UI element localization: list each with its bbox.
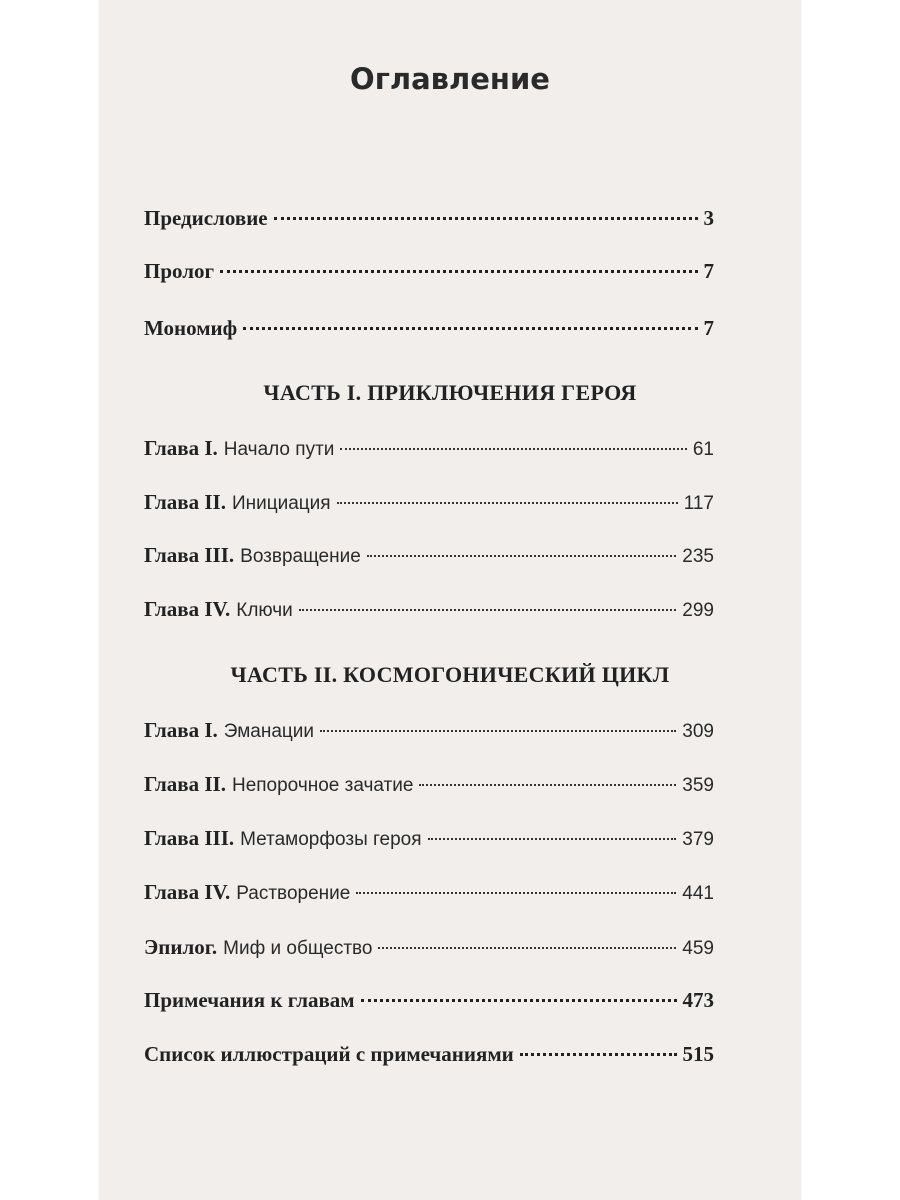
toc-entry-part2-ch4[interactable] bbox=[144, 880, 714, 905]
page-number: 459 bbox=[682, 938, 714, 959]
toc-entry-monomyth[interactable] bbox=[144, 316, 714, 341]
toc-entry-illustrations[interactable] bbox=[144, 1042, 714, 1067]
page-number: 359 bbox=[682, 775, 714, 796]
page-number: 7 bbox=[703, 259, 714, 283]
page-number: 473 bbox=[682, 988, 714, 1012]
chapter-title: Эманации bbox=[223, 721, 315, 742]
toc-entry-part1-ch2[interactable] bbox=[144, 490, 714, 515]
dot-leader bbox=[361, 999, 677, 1002]
chapter-title: Ключи bbox=[236, 600, 293, 621]
page-number: 117 bbox=[683, 493, 714, 514]
page-number: 3 bbox=[703, 206, 714, 230]
page-number: 299 bbox=[682, 600, 714, 621]
entry-title: Список иллюстраций с примечаниями bbox=[144, 1042, 514, 1066]
dot-leader bbox=[320, 730, 676, 732]
chapter-title: Метаморфозы героя bbox=[240, 829, 422, 850]
entry-title: Пролог bbox=[144, 259, 215, 283]
toc-entry-epilogue[interactable] bbox=[144, 935, 714, 960]
dot-leader bbox=[356, 892, 676, 894]
chapter-label: Глава IV. bbox=[144, 597, 231, 621]
chapter-label: Глава III. bbox=[144, 826, 235, 850]
page-number: 379 bbox=[682, 829, 714, 850]
dot-leader bbox=[520, 1053, 677, 1056]
entry-title: Предисловие bbox=[144, 206, 268, 230]
chapter-title: Инициация bbox=[231, 493, 331, 514]
chapter-title: Миф и общество bbox=[223, 938, 373, 959]
dot-leader bbox=[367, 555, 677, 557]
dot-leader bbox=[340, 448, 686, 450]
page-number: 61 bbox=[692, 439, 714, 460]
toc-entry-part2-ch3[interactable] bbox=[144, 826, 714, 851]
dot-leader bbox=[419, 784, 676, 786]
toc-entry-notes[interactable] bbox=[144, 988, 714, 1013]
chapter-title: Растворение bbox=[236, 883, 351, 904]
part-heading-1: ЧАСТЬ I. ПРИКЛЮЧЕНИЯ ГЕРОЯ bbox=[263, 380, 637, 405]
chapter-label: Глава II. bbox=[144, 490, 226, 514]
dot-leader bbox=[274, 217, 698, 220]
dot-leader bbox=[337, 502, 678, 504]
dot-leader bbox=[243, 327, 697, 330]
page-number: 7 bbox=[703, 316, 714, 340]
dot-leader bbox=[220, 270, 697, 273]
book-page bbox=[99, 0, 801, 1200]
chapter-title: Начало пути bbox=[223, 439, 335, 460]
page-number: 441 bbox=[682, 883, 714, 904]
chapter-label: Эпилог. bbox=[144, 935, 218, 959]
page-number: 309 bbox=[682, 721, 714, 742]
chapter-label: Глава III. bbox=[144, 543, 235, 567]
toc-entry-part1-ch3[interactable] bbox=[144, 543, 714, 568]
chapter-label: Глава II. bbox=[144, 772, 226, 796]
entry-title: Примечания к главам bbox=[144, 988, 355, 1012]
dot-leader bbox=[428, 838, 677, 840]
chapter-label: Глава IV. bbox=[144, 880, 231, 904]
dot-leader bbox=[378, 947, 676, 949]
chapter-label: Глава I. bbox=[144, 718, 218, 742]
toc-entry-prologue[interactable] bbox=[144, 259, 714, 284]
chapter-label: Глава I. bbox=[144, 436, 218, 460]
toc-entry-part1-ch4[interactable] bbox=[144, 597, 714, 622]
page-number: 515 bbox=[682, 1042, 714, 1066]
toc-entry-part1-ch1[interactable] bbox=[144, 436, 714, 461]
toc-entry-part2-ch1[interactable] bbox=[144, 718, 714, 743]
entry-title: Мономиф bbox=[144, 316, 238, 340]
page-title: Оглавление bbox=[350, 62, 550, 96]
dot-leader bbox=[299, 609, 677, 611]
chapter-title: Возвращение bbox=[240, 546, 361, 567]
part-heading-2: ЧАСТЬ II. КОСМОГОНИЧЕСКИЙ ЦИКЛ bbox=[230, 662, 670, 687]
chapter-title: Непорочное зачатие bbox=[231, 775, 414, 796]
toc-entry-preface[interactable] bbox=[144, 206, 714, 231]
page-number: 235 bbox=[682, 546, 714, 567]
toc-entry-part2-ch2[interactable] bbox=[144, 772, 714, 797]
